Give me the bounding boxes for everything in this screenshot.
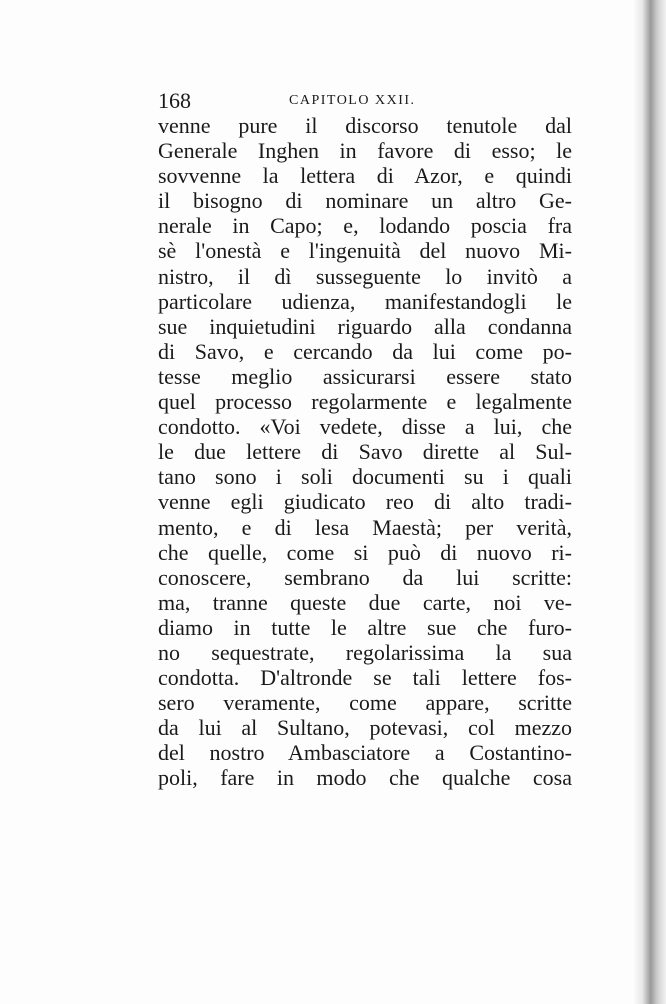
text-line: condotto. «Voi vedete, disse a lui, che	[158, 414, 572, 440]
text-line: le due lettere di Savo dirette al Sul-	[158, 439, 572, 465]
text-line: sè l'onestà e l'ingenuità del nuovo Mi-	[158, 238, 572, 264]
text-line: che quelle, come si può di nuovo ri-	[158, 539, 572, 565]
text-line: nerale in Capo; e, lodando poscia fra	[158, 213, 572, 239]
text-line: mento, e di lesa Maestà; per verità,	[158, 514, 572, 540]
text-line: sue inquietudini riguardo alla condanna	[158, 313, 572, 339]
text-line: conoscere, sembrano da lui scritte:	[158, 564, 572, 590]
text-line: da lui al Sultano, potevasi, col mezzo	[158, 715, 572, 741]
text-line: sero veramente, come appare, scritte	[158, 690, 572, 716]
text-line: tano sono i soli documenti su i quali	[158, 464, 572, 490]
text-line: condotta. D'altronde se tali lettere fos-	[158, 665, 572, 691]
running-title: CAPITOLO XXII.	[289, 93, 416, 108]
page-number: 168	[158, 88, 191, 113]
text-line: di Savo, e cercando da lui come po-	[158, 338, 572, 364]
text-line: particolare udienza, manifestandogli le	[158, 288, 572, 314]
text-line: poli, fare in modo che qualche cosa	[158, 765, 572, 791]
text-line: tesse meglio assicurarsi essere stato	[158, 363, 572, 389]
text-line: nistro, il dì susseguente lo invitò a	[158, 263, 572, 289]
text-line: del nostro Ambasciatore a Costantino-	[158, 740, 572, 766]
text-line: Generale Inghen in favore di esso; le	[158, 138, 572, 164]
text-line: venne egli giudicato reo di alto tradi-	[158, 489, 572, 515]
text-line: no sequestrate, regolarissima la sua	[158, 639, 572, 665]
text-line: venne pure il discorso tenutole dal	[158, 113, 572, 138]
page-edge-shadow	[632, 0, 666, 1004]
text-line: ma, tranne queste due carte, noi ve-	[158, 589, 572, 615]
page-header	[158, 88, 572, 114]
text-line: quel processo regolarmente e legalmente	[158, 389, 572, 415]
text-line: diamo in tutte le altre sue che furo-	[158, 614, 572, 640]
page-body-text	[158, 113, 572, 791]
text-line: il bisogno di nominare un altro Ge-	[158, 188, 572, 214]
text-line: sovvenne la lettera di Azor, e quindi	[158, 163, 572, 189]
